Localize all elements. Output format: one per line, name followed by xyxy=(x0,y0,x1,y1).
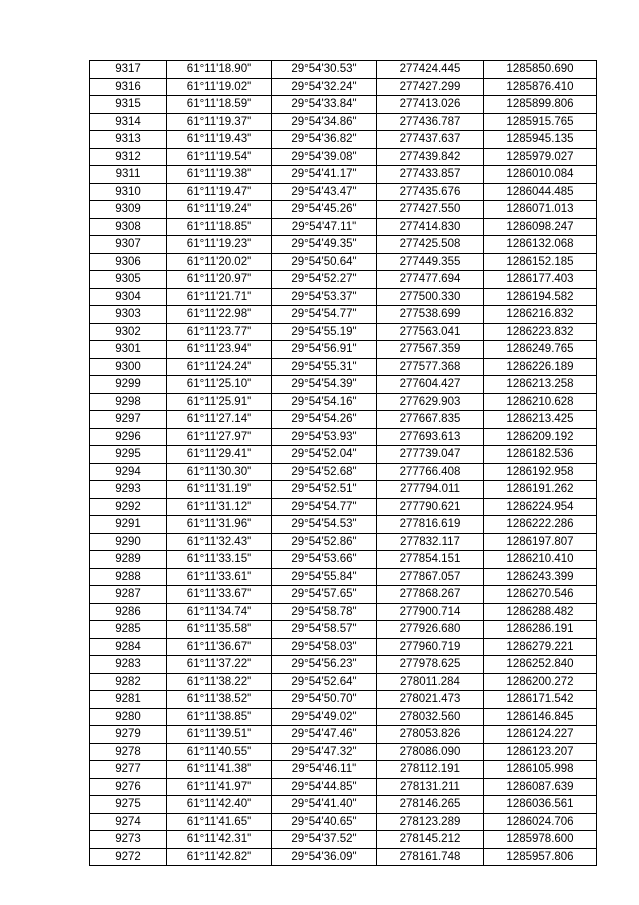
longitude-cell: 29°54'36.09" xyxy=(272,848,377,866)
table-row xyxy=(90,78,597,96)
latitude-cell: 61°11'40.55" xyxy=(167,743,272,761)
y-coordinate-cell: 1286288.482 xyxy=(484,603,597,621)
longitude-cell: 29°54'53.66" xyxy=(272,551,377,569)
x-coordinate-cell: 277538.699 xyxy=(377,306,484,324)
x-coordinate-cell: 277868.267 xyxy=(377,586,484,604)
table-row xyxy=(90,481,597,499)
y-coordinate-cell: 1286270.546 xyxy=(484,586,597,604)
point-number-cell: 9302 xyxy=(90,323,167,341)
latitude-cell: 61°11'18.59" xyxy=(167,96,272,114)
x-coordinate-cell: 277563.041 xyxy=(377,323,484,341)
point-number-cell: 9284 xyxy=(90,638,167,656)
y-coordinate-cell: 1286249.765 xyxy=(484,341,597,359)
latitude-cell: 61°11'35.58" xyxy=(167,621,272,639)
latitude-cell: 61°11'33.67" xyxy=(167,586,272,604)
y-coordinate-cell: 1285957.806 xyxy=(484,848,597,866)
table-row xyxy=(90,621,597,639)
latitude-cell: 61°11'33.61" xyxy=(167,568,272,586)
longitude-cell: 29°54'53.37" xyxy=(272,288,377,306)
y-coordinate-cell: 1286124.227 xyxy=(484,726,597,744)
longitude-cell: 29°54'39.08" xyxy=(272,148,377,166)
coordinates-table xyxy=(89,60,597,866)
point-number-cell: 9298 xyxy=(90,393,167,411)
point-number-cell: 9287 xyxy=(90,586,167,604)
table-row xyxy=(90,691,597,709)
x-coordinate-cell: 277832.117 xyxy=(377,533,484,551)
point-number-cell: 9282 xyxy=(90,673,167,691)
x-coordinate-cell: 277437.637 xyxy=(377,131,484,149)
longitude-cell: 29°54'43.47" xyxy=(272,183,377,201)
table-row xyxy=(90,306,597,324)
x-coordinate-cell: 278086.090 xyxy=(377,743,484,761)
point-number-cell: 9316 xyxy=(90,78,167,96)
point-number-cell: 9289 xyxy=(90,551,167,569)
longitude-cell: 29°54'55.84" xyxy=(272,568,377,586)
y-coordinate-cell: 1286152.185 xyxy=(484,253,597,271)
y-coordinate-cell: 1286213.258 xyxy=(484,376,597,394)
y-coordinate-cell: 1285945.135 xyxy=(484,131,597,149)
x-coordinate-cell: 277435.676 xyxy=(377,183,484,201)
y-coordinate-cell: 1286197.807 xyxy=(484,533,597,551)
table-row xyxy=(90,341,597,359)
point-number-cell: 9306 xyxy=(90,253,167,271)
longitude-cell: 29°54'45.26" xyxy=(272,201,377,219)
longitude-cell: 29°54'54.77" xyxy=(272,306,377,324)
table-row xyxy=(90,796,597,814)
x-coordinate-cell: 277794.011 xyxy=(377,481,484,499)
latitude-cell: 61°11'38.85" xyxy=(167,708,272,726)
table-row xyxy=(90,288,597,306)
y-coordinate-cell: 1286191.262 xyxy=(484,481,597,499)
y-coordinate-cell: 1286200.272 xyxy=(484,673,597,691)
y-coordinate-cell: 1286098.247 xyxy=(484,218,597,236)
y-coordinate-cell: 1285876.410 xyxy=(484,78,597,96)
longitude-cell: 29°54'41.17" xyxy=(272,166,377,184)
table-row xyxy=(90,726,597,744)
table-row xyxy=(90,411,597,429)
table-row xyxy=(90,656,597,674)
table-row xyxy=(90,533,597,551)
table-row xyxy=(90,253,597,271)
table-row xyxy=(90,848,597,866)
latitude-cell: 61°11'38.52" xyxy=(167,691,272,709)
y-coordinate-cell: 1286210.410 xyxy=(484,551,597,569)
longitude-cell: 29°54'58.03" xyxy=(272,638,377,656)
table-row xyxy=(90,446,597,464)
point-number-cell: 9310 xyxy=(90,183,167,201)
x-coordinate-cell: 277926.680 xyxy=(377,621,484,639)
latitude-cell: 61°11'29.41" xyxy=(167,446,272,464)
y-coordinate-cell: 1286216.832 xyxy=(484,306,597,324)
y-coordinate-cell: 1286252.840 xyxy=(484,656,597,674)
point-number-cell: 9314 xyxy=(90,113,167,131)
latitude-cell: 61°11'19.38" xyxy=(167,166,272,184)
y-coordinate-cell: 1285979.027 xyxy=(484,148,597,166)
point-number-cell: 9294 xyxy=(90,463,167,481)
y-coordinate-cell: 1286224.954 xyxy=(484,498,597,516)
latitude-cell: 61°11'19.24" xyxy=(167,201,272,219)
x-coordinate-cell: 277604.427 xyxy=(377,376,484,394)
longitude-cell: 29°54'55.31" xyxy=(272,358,377,376)
y-coordinate-cell: 1286024.706 xyxy=(484,813,597,831)
latitude-cell: 61°11'18.85" xyxy=(167,218,272,236)
latitude-cell: 61°11'19.47" xyxy=(167,183,272,201)
point-number-cell: 9281 xyxy=(90,691,167,709)
latitude-cell: 61°11'22.98" xyxy=(167,306,272,324)
y-coordinate-cell: 1286286.191 xyxy=(484,621,597,639)
x-coordinate-cell: 277577.368 xyxy=(377,358,484,376)
x-coordinate-cell: 278032.560 xyxy=(377,708,484,726)
latitude-cell: 61°11'19.54" xyxy=(167,148,272,166)
longitude-cell: 29°54'53.93" xyxy=(272,428,377,446)
point-number-cell: 9276 xyxy=(90,778,167,796)
table-row xyxy=(90,218,597,236)
table-row xyxy=(90,166,597,184)
longitude-cell: 29°54'57.65" xyxy=(272,586,377,604)
point-number-cell: 9313 xyxy=(90,131,167,149)
x-coordinate-cell: 277424.445 xyxy=(377,61,484,79)
table-row xyxy=(90,778,597,796)
table-row xyxy=(90,761,597,779)
x-coordinate-cell: 277867.057 xyxy=(377,568,484,586)
x-coordinate-cell: 277629.903 xyxy=(377,393,484,411)
latitude-cell: 61°11'41.65" xyxy=(167,813,272,831)
longitude-cell: 29°54'47.46" xyxy=(272,726,377,744)
latitude-cell: 61°11'31.96" xyxy=(167,516,272,534)
longitude-cell: 29°54'40.65" xyxy=(272,813,377,831)
x-coordinate-cell: 277739.047 xyxy=(377,446,484,464)
x-coordinate-cell: 277816.619 xyxy=(377,516,484,534)
x-coordinate-cell: 277436.787 xyxy=(377,113,484,131)
point-number-cell: 9291 xyxy=(90,516,167,534)
latitude-cell: 61°11'42.82" xyxy=(167,848,272,866)
longitude-cell: 29°54'52.27" xyxy=(272,271,377,289)
longitude-cell: 29°54'54.26" xyxy=(272,411,377,429)
x-coordinate-cell: 277978.625 xyxy=(377,656,484,674)
table-row xyxy=(90,376,597,394)
latitude-cell: 61°11'32.43" xyxy=(167,533,272,551)
table-row xyxy=(90,463,597,481)
table-row xyxy=(90,498,597,516)
coordinates-table-body xyxy=(90,61,597,866)
table-row xyxy=(90,96,597,114)
point-number-cell: 9301 xyxy=(90,341,167,359)
y-coordinate-cell: 1286087.639 xyxy=(484,778,597,796)
latitude-cell: 61°11'20.02" xyxy=(167,253,272,271)
point-number-cell: 9305 xyxy=(90,271,167,289)
point-number-cell: 9290 xyxy=(90,533,167,551)
point-number-cell: 9311 xyxy=(90,166,167,184)
latitude-cell: 61°11'42.31" xyxy=(167,831,272,849)
longitude-cell: 29°54'58.57" xyxy=(272,621,377,639)
y-coordinate-cell: 1286146.845 xyxy=(484,708,597,726)
point-number-cell: 9312 xyxy=(90,148,167,166)
y-coordinate-cell: 1285850.690 xyxy=(484,61,597,79)
point-number-cell: 9277 xyxy=(90,761,167,779)
x-coordinate-cell: 277427.299 xyxy=(377,78,484,96)
table-row xyxy=(90,743,597,761)
y-coordinate-cell: 1286213.425 xyxy=(484,411,597,429)
latitude-cell: 61°11'36.67" xyxy=(167,638,272,656)
latitude-cell: 61°11'41.38" xyxy=(167,761,272,779)
point-number-cell: 9275 xyxy=(90,796,167,814)
y-coordinate-cell: 1285899.806 xyxy=(484,96,597,114)
longitude-cell: 29°54'54.39" xyxy=(272,376,377,394)
point-number-cell: 9273 xyxy=(90,831,167,849)
table-row xyxy=(90,551,597,569)
latitude-cell: 61°11'30.30" xyxy=(167,463,272,481)
table-row xyxy=(90,428,597,446)
latitude-cell: 61°11'25.10" xyxy=(167,376,272,394)
x-coordinate-cell: 277433.857 xyxy=(377,166,484,184)
x-coordinate-cell: 277439.842 xyxy=(377,148,484,166)
y-coordinate-cell: 1286105.998 xyxy=(484,761,597,779)
table-row xyxy=(90,831,597,849)
y-coordinate-cell: 1286243.399 xyxy=(484,568,597,586)
x-coordinate-cell: 278123.289 xyxy=(377,813,484,831)
longitude-cell: 29°54'58.78" xyxy=(272,603,377,621)
latitude-cell: 61°11'27.97" xyxy=(167,428,272,446)
latitude-cell: 61°11'24.24" xyxy=(167,358,272,376)
y-coordinate-cell: 1286223.832 xyxy=(484,323,597,341)
latitude-cell: 61°11'19.23" xyxy=(167,236,272,254)
latitude-cell: 61°11'37.22" xyxy=(167,656,272,674)
x-coordinate-cell: 277413.026 xyxy=(377,96,484,114)
y-coordinate-cell: 1286210.628 xyxy=(484,393,597,411)
x-coordinate-cell: 277500.330 xyxy=(377,288,484,306)
longitude-cell: 29°54'44.85" xyxy=(272,778,377,796)
x-coordinate-cell: 277449.355 xyxy=(377,253,484,271)
longitude-cell: 29°54'37.52" xyxy=(272,831,377,849)
point-number-cell: 9279 xyxy=(90,726,167,744)
table-row xyxy=(90,673,597,691)
x-coordinate-cell: 277414.830 xyxy=(377,218,484,236)
point-number-cell: 9280 xyxy=(90,708,167,726)
table-row xyxy=(90,271,597,289)
table-row xyxy=(90,323,597,341)
table-row xyxy=(90,201,597,219)
latitude-cell: 61°11'19.43" xyxy=(167,131,272,149)
point-number-cell: 9292 xyxy=(90,498,167,516)
latitude-cell: 61°11'31.19" xyxy=(167,481,272,499)
longitude-cell: 29°54'52.64" xyxy=(272,673,377,691)
table-row xyxy=(90,813,597,831)
point-number-cell: 9300 xyxy=(90,358,167,376)
point-number-cell: 9309 xyxy=(90,201,167,219)
latitude-cell: 61°11'20.97" xyxy=(167,271,272,289)
longitude-cell: 29°54'33.84" xyxy=(272,96,377,114)
latitude-cell: 61°11'18.90" xyxy=(167,61,272,79)
y-coordinate-cell: 1286279.221 xyxy=(484,638,597,656)
x-coordinate-cell: 277790.621 xyxy=(377,498,484,516)
longitude-cell: 29°54'47.11" xyxy=(272,218,377,236)
latitude-cell: 61°11'39.51" xyxy=(167,726,272,744)
x-coordinate-cell: 278131.211 xyxy=(377,778,484,796)
x-coordinate-cell: 278021.473 xyxy=(377,691,484,709)
y-coordinate-cell: 1286036.561 xyxy=(484,796,597,814)
longitude-cell: 29°54'49.35" xyxy=(272,236,377,254)
latitude-cell: 61°11'31.12" xyxy=(167,498,272,516)
latitude-cell: 61°11'21.71" xyxy=(167,288,272,306)
y-coordinate-cell: 1286192.958 xyxy=(484,463,597,481)
table-row xyxy=(90,236,597,254)
y-coordinate-cell: 1286132.068 xyxy=(484,236,597,254)
x-coordinate-cell: 277854.151 xyxy=(377,551,484,569)
x-coordinate-cell: 277766.408 xyxy=(377,463,484,481)
longitude-cell: 29°54'50.64" xyxy=(272,253,377,271)
y-coordinate-cell: 1286222.286 xyxy=(484,516,597,534)
point-number-cell: 9272 xyxy=(90,848,167,866)
x-coordinate-cell: 278112.191 xyxy=(377,761,484,779)
latitude-cell: 61°11'38.22" xyxy=(167,673,272,691)
point-number-cell: 9299 xyxy=(90,376,167,394)
x-coordinate-cell: 277427.550 xyxy=(377,201,484,219)
point-number-cell: 9285 xyxy=(90,621,167,639)
x-coordinate-cell: 277477.694 xyxy=(377,271,484,289)
x-coordinate-cell: 278161.748 xyxy=(377,848,484,866)
latitude-cell: 61°11'33.15" xyxy=(167,551,272,569)
y-coordinate-cell: 1286044.485 xyxy=(484,183,597,201)
table-row xyxy=(90,603,597,621)
table-row xyxy=(90,393,597,411)
latitude-cell: 61°11'41.97" xyxy=(167,778,272,796)
point-number-cell: 9308 xyxy=(90,218,167,236)
longitude-cell: 29°54'47.32" xyxy=(272,743,377,761)
table-row xyxy=(90,183,597,201)
y-coordinate-cell: 1286010.084 xyxy=(484,166,597,184)
point-number-cell: 9274 xyxy=(90,813,167,831)
latitude-cell: 61°11'23.94" xyxy=(167,341,272,359)
y-coordinate-cell: 1285978.600 xyxy=(484,831,597,849)
point-number-cell: 9288 xyxy=(90,568,167,586)
y-coordinate-cell: 1286071.013 xyxy=(484,201,597,219)
point-number-cell: 9304 xyxy=(90,288,167,306)
longitude-cell: 29°54'54.53" xyxy=(272,516,377,534)
table-row xyxy=(90,708,597,726)
latitude-cell: 61°11'23.77" xyxy=(167,323,272,341)
point-number-cell: 9283 xyxy=(90,656,167,674)
longitude-cell: 29°54'52.68" xyxy=(272,463,377,481)
longitude-cell: 29°54'32.24" xyxy=(272,78,377,96)
latitude-cell: 61°11'19.02" xyxy=(167,78,272,96)
longitude-cell: 29°54'56.23" xyxy=(272,656,377,674)
table-row xyxy=(90,568,597,586)
x-coordinate-cell: 277960.719 xyxy=(377,638,484,656)
longitude-cell: 29°54'52.86" xyxy=(272,533,377,551)
longitude-cell: 29°54'36.82" xyxy=(272,131,377,149)
longitude-cell: 29°54'55.19" xyxy=(272,323,377,341)
longitude-cell: 29°54'52.04" xyxy=(272,446,377,464)
y-coordinate-cell: 1286171.542 xyxy=(484,691,597,709)
table-row xyxy=(90,358,597,376)
longitude-cell: 29°54'46.11" xyxy=(272,761,377,779)
x-coordinate-cell: 277567.359 xyxy=(377,341,484,359)
x-coordinate-cell: 277425.508 xyxy=(377,236,484,254)
x-coordinate-cell: 278145.212 xyxy=(377,831,484,849)
point-number-cell: 9295 xyxy=(90,446,167,464)
x-coordinate-cell: 277900.714 xyxy=(377,603,484,621)
latitude-cell: 61°11'27.14" xyxy=(167,411,272,429)
point-number-cell: 9307 xyxy=(90,236,167,254)
longitude-cell: 29°54'30.53" xyxy=(272,61,377,79)
y-coordinate-cell: 1286177.403 xyxy=(484,271,597,289)
x-coordinate-cell: 278053.826 xyxy=(377,726,484,744)
longitude-cell: 29°54'52.51" xyxy=(272,481,377,499)
x-coordinate-cell: 277693.613 xyxy=(377,428,484,446)
table-row xyxy=(90,131,597,149)
y-coordinate-cell: 1286194.582 xyxy=(484,288,597,306)
table-row xyxy=(90,61,597,79)
longitude-cell: 29°54'54.16" xyxy=(272,393,377,411)
table-row xyxy=(90,516,597,534)
point-number-cell: 9286 xyxy=(90,603,167,621)
table-row xyxy=(90,113,597,131)
y-coordinate-cell: 1286226.189 xyxy=(484,358,597,376)
point-number-cell: 9317 xyxy=(90,61,167,79)
y-coordinate-cell: 1285915.765 xyxy=(484,113,597,131)
point-number-cell: 9297 xyxy=(90,411,167,429)
longitude-cell: 29°54'50.70" xyxy=(272,691,377,709)
table-row xyxy=(90,638,597,656)
point-number-cell: 9315 xyxy=(90,96,167,114)
latitude-cell: 61°11'19.37" xyxy=(167,113,272,131)
x-coordinate-cell: 277667.835 xyxy=(377,411,484,429)
table-row xyxy=(90,586,597,604)
x-coordinate-cell: 278011.284 xyxy=(377,673,484,691)
point-number-cell: 9296 xyxy=(90,428,167,446)
latitude-cell: 61°11'34.74" xyxy=(167,603,272,621)
latitude-cell: 61°11'42.40" xyxy=(167,796,272,814)
point-number-cell: 9303 xyxy=(90,306,167,324)
y-coordinate-cell: 1286123.207 xyxy=(484,743,597,761)
point-number-cell: 9293 xyxy=(90,481,167,499)
point-number-cell: 9278 xyxy=(90,743,167,761)
latitude-cell: 61°11'25.91" xyxy=(167,393,272,411)
longitude-cell: 29°54'49.02" xyxy=(272,708,377,726)
longitude-cell: 29°54'54.77" xyxy=(272,498,377,516)
table-row xyxy=(90,148,597,166)
x-coordinate-cell: 278146.265 xyxy=(377,796,484,814)
y-coordinate-cell: 1286209.192 xyxy=(484,428,597,446)
y-coordinate-cell: 1286182.536 xyxy=(484,446,597,464)
longitude-cell: 29°54'41.40" xyxy=(272,796,377,814)
longitude-cell: 29°54'34.86" xyxy=(272,113,377,131)
longitude-cell: 29°54'56.91" xyxy=(272,341,377,359)
